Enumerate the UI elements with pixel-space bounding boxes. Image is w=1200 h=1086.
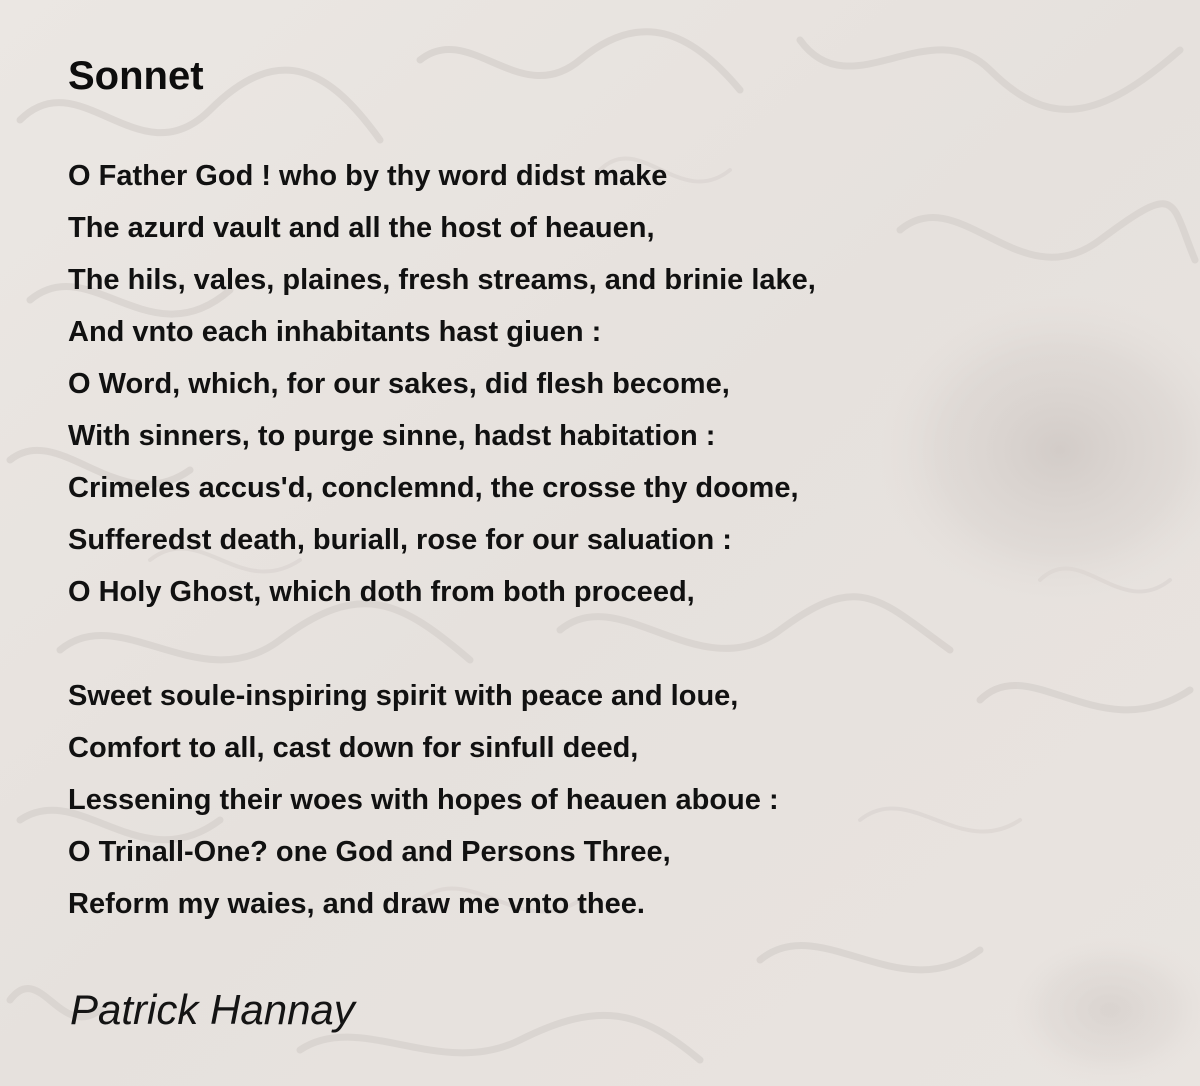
poem-line: The hils, vales, plaines, fresh streams, and brinie lake,	[68, 264, 816, 296]
poem-author: Patrick Hannay	[70, 986, 355, 1033]
poem-title: Sonnet	[68, 54, 204, 98]
poem-line: O Father God ! who by thy word didst make	[68, 160, 668, 192]
stanza-1	[68, 150, 816, 618]
poem-line: And vnto each inhabitants hast giuen :	[68, 316, 602, 348]
poem-line: Sufferedst death, buriall, rose for our saluation :	[68, 524, 732, 556]
poem-line: O Word, which, for our sakes, did flesh become,	[68, 368, 730, 400]
poem-line: O Trinall-One? one God and Persons Three,	[68, 836, 671, 868]
poem-line: Lessening their woes with hopes of heauen aboue :	[68, 784, 779, 816]
poem-line: The azurd vault and all the host of heauen,	[68, 212, 655, 244]
stanza-2	[68, 670, 779, 930]
poem-line: Crimeles accus'd, conclemnd, the crosse thy doome,	[68, 472, 799, 504]
poem-line: Reform my waies, and draw me vnto thee.	[68, 888, 645, 920]
poem-line: O Holy Ghost, which doth from both proceed,	[68, 576, 695, 608]
poem-line: With sinners, to purge sinne, hadst habitation :	[68, 420, 716, 452]
poem-line: Sweet soule-inspiring spirit with peace and loue,	[68, 680, 739, 712]
poem-line: Comfort to all, cast down for sinfull deed,	[68, 732, 639, 764]
